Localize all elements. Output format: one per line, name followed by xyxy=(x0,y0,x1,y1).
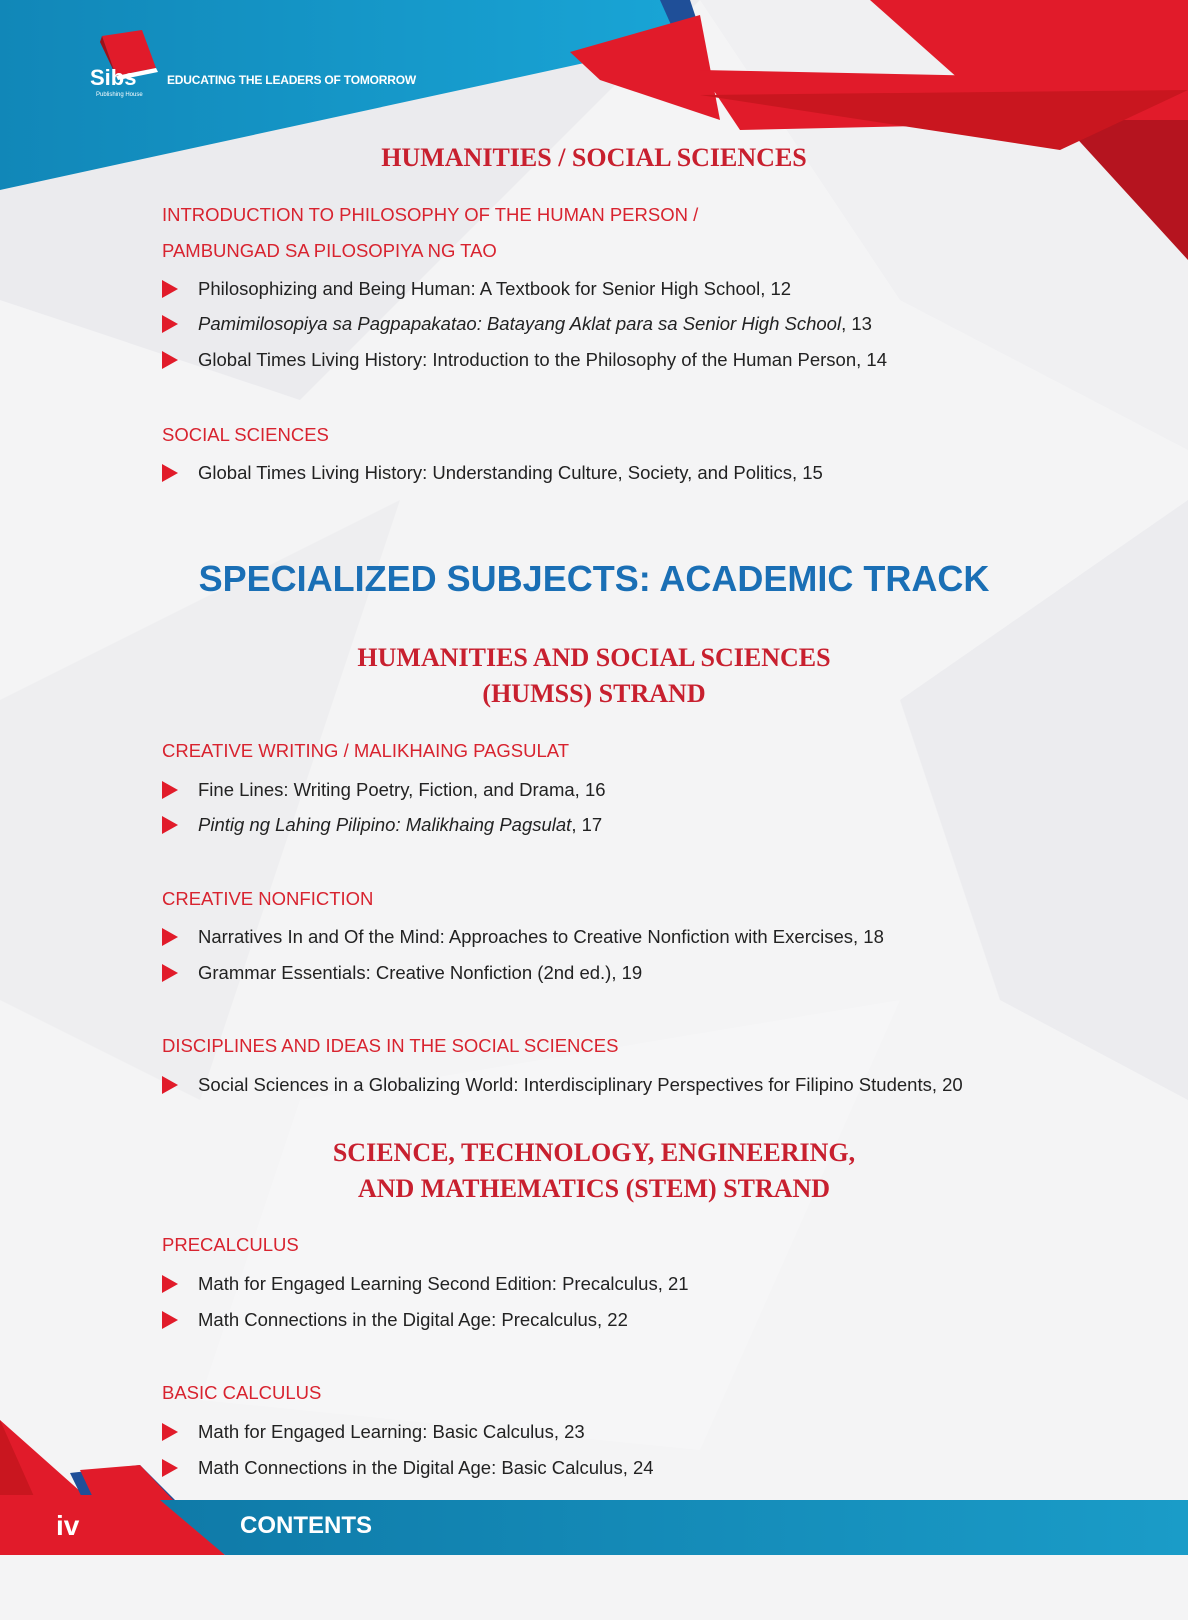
bullet-triangle-icon xyxy=(162,964,178,982)
list-item: Global Times Living History: Introduction to the Philosophy of the Human Person , 14 xyxy=(162,342,887,378)
list-item: Math Connections in the Digital Age: Precalculus , 22 xyxy=(162,1302,628,1338)
section-title-specialized: SPECIALIZED SUBJECTS: ACADEMIC TRACK xyxy=(198,558,990,599)
bullet-triangle-icon xyxy=(162,816,178,834)
subsection-social-sciences: SOCIAL SCIENCES xyxy=(162,424,329,445)
bullet-triangle-icon xyxy=(162,464,178,482)
bullet-triangle-icon xyxy=(162,315,178,333)
list-item: Fine Lines: Writing Poetry, Fiction, and Drama , 16 xyxy=(162,772,606,808)
subsection-basic-calculus: BASIC CALCULUS xyxy=(162,1382,322,1403)
footer-label: CONTENTS xyxy=(240,1512,372,1539)
svg-text:Sibs: Sibs xyxy=(90,65,137,90)
strand-title-stem: SCIENCE, TECHNOLOGY, ENGINEERING, xyxy=(332,1138,856,1167)
strand-title-humss: HUMANITIES AND SOCIAL SCIENCES xyxy=(357,643,831,672)
list-item: Philosophizing and Being Human: A Textbook for Senior High School , 12 xyxy=(162,271,791,307)
bullet-triangle-icon xyxy=(162,1459,178,1477)
svg-text:Publishing House: Publishing House xyxy=(96,92,143,98)
list-item: Math for Engaged Learning Second Edition: Precalculus , 21 xyxy=(162,1266,689,1302)
tagline: EDUCATING THE LEADERS OF TOMORROW xyxy=(167,73,416,87)
list-item: Math for Engaged Learning: Basic Calculus , 23 xyxy=(162,1414,585,1450)
list-item: Narratives In and Of the Mind: Approaches to Creative Nonfiction with Exercises , 18 xyxy=(162,919,884,955)
sibs-logo xyxy=(86,30,162,102)
strand-title-humss-line2: (HUMSS) STRAND xyxy=(482,679,706,708)
list-item: Pintig ng Lahing Pilipino: Malikhaing Pagsulat , 17 xyxy=(162,807,602,843)
section-title-humanities: HUMANITIES / SOCIAL SCIENCES xyxy=(381,143,807,172)
list-item: Social Sciences in a Globalizing World: Interdisciplinary Perspectives for Filipino Students , 20 xyxy=(162,1067,963,1103)
bullet-triangle-icon xyxy=(162,1311,178,1329)
subsection-disciplines: DISCIPLINES AND IDEAS IN THE SOCIAL SCIENCES xyxy=(162,1035,619,1056)
subsection-precalculus: PRECALCULUS xyxy=(162,1234,299,1255)
bullet-triangle-icon xyxy=(162,351,178,369)
bullet-triangle-icon xyxy=(162,1076,178,1094)
subsection-intro-philosophy-line2: PAMBUNGAD SA PILOSOPIYA NG TAO xyxy=(162,240,497,261)
subsection-creative-nonfiction: CREATIVE NONFICTION xyxy=(162,888,374,909)
strand-title-stem-line2: AND MATHEMATICS (STEM) STRAND xyxy=(357,1174,831,1203)
bullet-triangle-icon xyxy=(162,1275,178,1293)
list-item: Global Times Living History: Understanding Culture, Society, and Politics , 15 xyxy=(162,455,823,491)
bullet-triangle-icon xyxy=(162,781,178,799)
bullet-triangle-icon xyxy=(162,280,178,298)
bullet-triangle-icon xyxy=(162,928,178,946)
list-item: Math Connections in the Digital Age: Basic Calculus , 24 xyxy=(162,1450,654,1486)
list-item: Pamimilosopiya sa Pagpapakatao: Batayang Aklat para sa Senior High School , 13 xyxy=(162,306,872,342)
subsection-creative-writing: CREATIVE WRITING / MALIKHAING PAGSULAT xyxy=(162,740,570,761)
bullet-triangle-icon xyxy=(162,1423,178,1441)
list-item: Grammar Essentials: Creative Nonfiction (2nd ed.) , 19 xyxy=(162,955,642,991)
page-number: iv xyxy=(56,1510,80,1541)
subsection-intro-philosophy: INTRODUCTION TO PHILOSOPHY OF THE HUMAN PERSON / xyxy=(162,204,699,225)
